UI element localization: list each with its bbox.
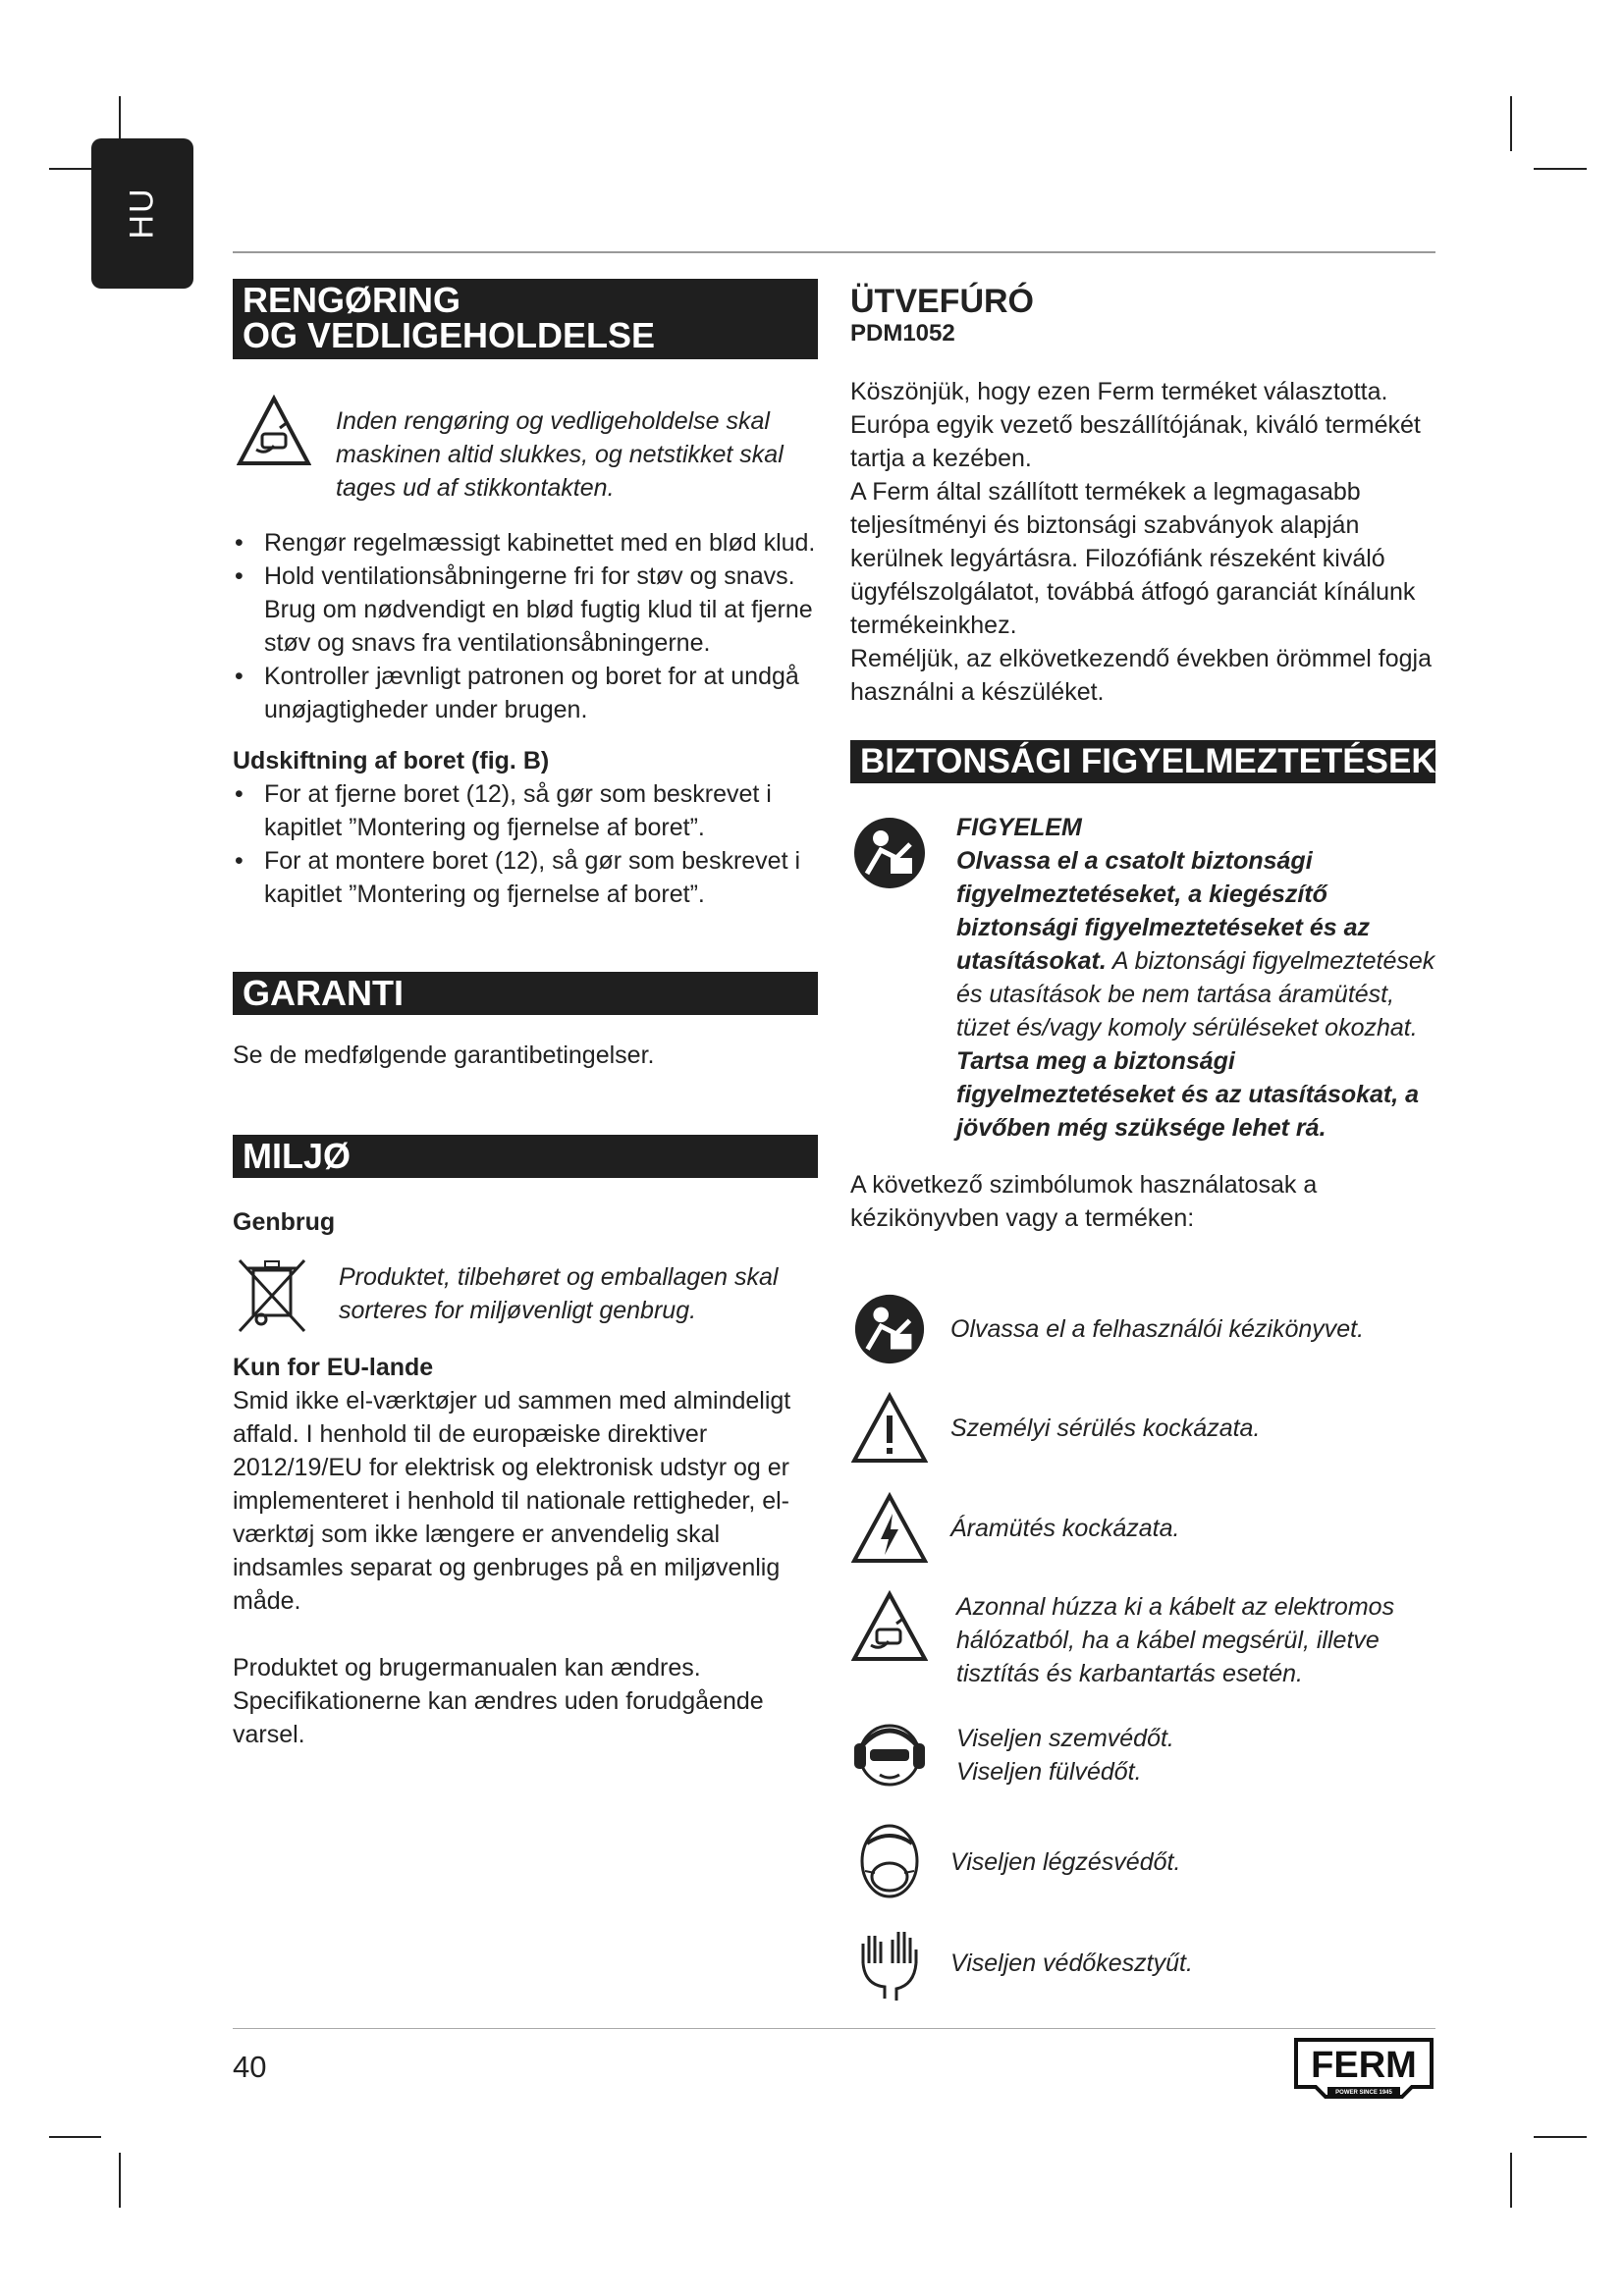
- logo-text: FERM: [1311, 2045, 1417, 2086]
- symbol-row: [850, 1590, 1435, 1690]
- warning-triangle-icon: [850, 1392, 929, 1465]
- subheading-eu: Kun for EU-lande: [233, 1354, 434, 1381]
- read-manual-icon: [850, 1292, 929, 1366]
- symbol-text: Viseljen légzésvédőt.: [950, 1848, 1181, 1876]
- safety-warning-text: [950, 811, 1435, 1145]
- left-column: [233, 279, 818, 1751]
- section-heading-garanti: GARANTI: [233, 972, 818, 1015]
- page-number: 40: [233, 2050, 267, 2084]
- section-heading-cleaning: [233, 279, 818, 359]
- eye-ear-protection-icon: [850, 1716, 929, 1794]
- read-manual-icon: [850, 811, 929, 891]
- recycle-text: Produktet, tilbehøret og emballagen skal sorteres for miljøvenligt genbrug.: [339, 1263, 779, 1324]
- bottom-rule: [233, 2028, 1435, 2029]
- list-item: • For at fjerne boret (12), så gør som beskrevet i kapitlet ”Montering og fjernelse af boret”.: [233, 777, 818, 844]
- eu-text: Smid ikke el-værktøjer ud sammen med almindeligt affald. I henhold til de europæiske direktiver 2012/19/EU for elektrisk og elektronisk udstyr og er implementeret i henhold til nationale rettigheder, el-værktøj som ikke længere er anvendelig skal indsamles separat og genbruges på en miljøvenlig måde.: [233, 1387, 791, 1615]
- replace-bit-list: [233, 777, 818, 911]
- symbol-row: [850, 1716, 1435, 1794]
- symbols-intro: A következő szimbólumok használatosak a kézikönyvben vagy a terméken:: [850, 1171, 1318, 1232]
- symbol-row: [850, 1822, 1435, 1902]
- dust-mask-icon: [850, 1822, 929, 1902]
- intro-paragraph: Köszönjük, hogy ezen Ferm terméket választotta. Európa egyik vezető beszállítójának, kiváló termékét tartja a kezében.: [850, 378, 1421, 472]
- crop-mark: [1510, 2153, 1512, 2208]
- unplug-icon: [850, 1590, 929, 1663]
- cleaning-warning: [233, 395, 818, 505]
- symbol-text: Személyi sérülés kockázata.: [950, 1415, 1261, 1442]
- symbol-row: [850, 1292, 1435, 1366]
- list-item: • Kontroller jævnligt patronen og boret for at undgå unøjagtigheder under brugen.: [233, 660, 818, 726]
- subheading-recycling: Genbrug: [233, 1208, 336, 1236]
- right-column: [850, 283, 1435, 1235]
- warning-normal: A biztonsági figyelmeztetések és utasítások be nem tartása áramütést, tüzet és/vagy komoly sérüléseket okozhat.: [956, 947, 1435, 1041]
- list-item: • Hold ventilationsåbningerne fri for støv og snavs. Brug om nødvendigt en blød fugtig klud til at fjerne støv og snavs fra ventilationsåbningerne.: [233, 560, 818, 660]
- warning-text: Inden rengøring og vedligeholdelse skal maskinen altid slukkes, og netstikket skal tages ud af stikkontakten.: [336, 407, 784, 502]
- symbol-row: [850, 1492, 1435, 1565]
- section-heading-safety: BIZTONSÁGI FIGYELMEZTETÉSEK: [850, 740, 1435, 783]
- subheading-replace-bit: Udskiftning af boret (fig. B): [233, 747, 550, 774]
- cleaning-list: [233, 526, 818, 726]
- product-model: PDM1052: [850, 320, 955, 347]
- symbol-row: [850, 1924, 1435, 2002]
- ferm-logo: [1292, 2038, 1435, 2099]
- symbol-text: Áramütés kockázata.: [950, 1515, 1180, 1542]
- safety-warning: [850, 811, 1435, 1145]
- language-tab: [91, 138, 193, 289]
- crop-mark: [119, 2153, 121, 2208]
- intro-paragraph: A Ferm által szállított termékek a legmagasabb teljesítményi és biztonsági szabványok alapján kerülnek legyártásra. Filozófiánk részeként kiváló ügyfélszolgálatot, továbbá átfogó garanciát kínálunk termékeinkhez.: [850, 478, 1416, 639]
- warning-bold-1: Olvassa el a csatolt biztonsági figyelmeztetéseket, a kiegészítő biztonsági figyelmeztetéseket és az utasításokat.: [956, 847, 1370, 975]
- crop-mark: [49, 2136, 101, 2138]
- crop-mark: [1510, 96, 1512, 151]
- garanti-text: Se de medfølgende garantibetingelser.: [233, 1041, 655, 1069]
- electric-shock-icon: [850, 1492, 929, 1565]
- warning-bold-2: Tartsa meg a biztonsági figyelmeztetéseket és az utasításokat, a jövőben még szüksége lehet rá.: [956, 1047, 1420, 1142]
- logo-subtext: POWER SINCE 1945: [1335, 2090, 1392, 2096]
- gloves-icon: [850, 1924, 929, 2002]
- symbol-text: Viseljen védőkesztyűt.: [950, 1949, 1193, 1977]
- intro-paragraph: Reméljük, az elkövetkezendő években örömmel fogja használni a készüléket.: [850, 645, 1432, 706]
- symbol-row: [850, 1392, 1435, 1465]
- list-item: • Rengør regelmæssigt kabinettet med en blød klud.: [233, 526, 818, 560]
- unplug-warning-icon: [233, 395, 315, 469]
- heading-line: RENGØRING: [243, 280, 461, 320]
- language-code: HU: [123, 187, 161, 240]
- crop-mark: [1534, 168, 1587, 170]
- crop-mark: [1534, 2136, 1587, 2138]
- warning-body: [956, 844, 1435, 1145]
- recycle-row: [233, 1256, 818, 1335]
- change-text: Produktet og brugermanualen kan ændres. Specifikationerne kan ændres uden forudgående varsel.: [233, 1654, 764, 1748]
- warning-label: FIGYELEM: [956, 814, 1082, 841]
- top-rule: [233, 251, 1435, 253]
- product-title: ÜTVEFÚRÓ: [850, 283, 1034, 320]
- section-heading-miljo: MILJØ: [233, 1135, 818, 1178]
- crossed-bin-icon: [233, 1256, 311, 1335]
- heading-line: OG VEDLIGEHOLDELSE: [243, 315, 656, 355]
- symbol-text: Viseljen szemvédőt. Viseljen fülvédőt.: [956, 1725, 1174, 1786]
- symbol-text: Olvassa el a felhasználói kézikönyvet.: [950, 1315, 1365, 1343]
- list-item: • For at montere boret (12), så gør som beskrevet i kapitlet ”Montering og fjernelse af boret”.: [233, 844, 818, 911]
- symbol-text: Azonnal húzza ki a kábelt az elektromos hálózatból, ha a kábel megsérül, illetve tisztítás és karbantartás esetén.: [956, 1593, 1395, 1687]
